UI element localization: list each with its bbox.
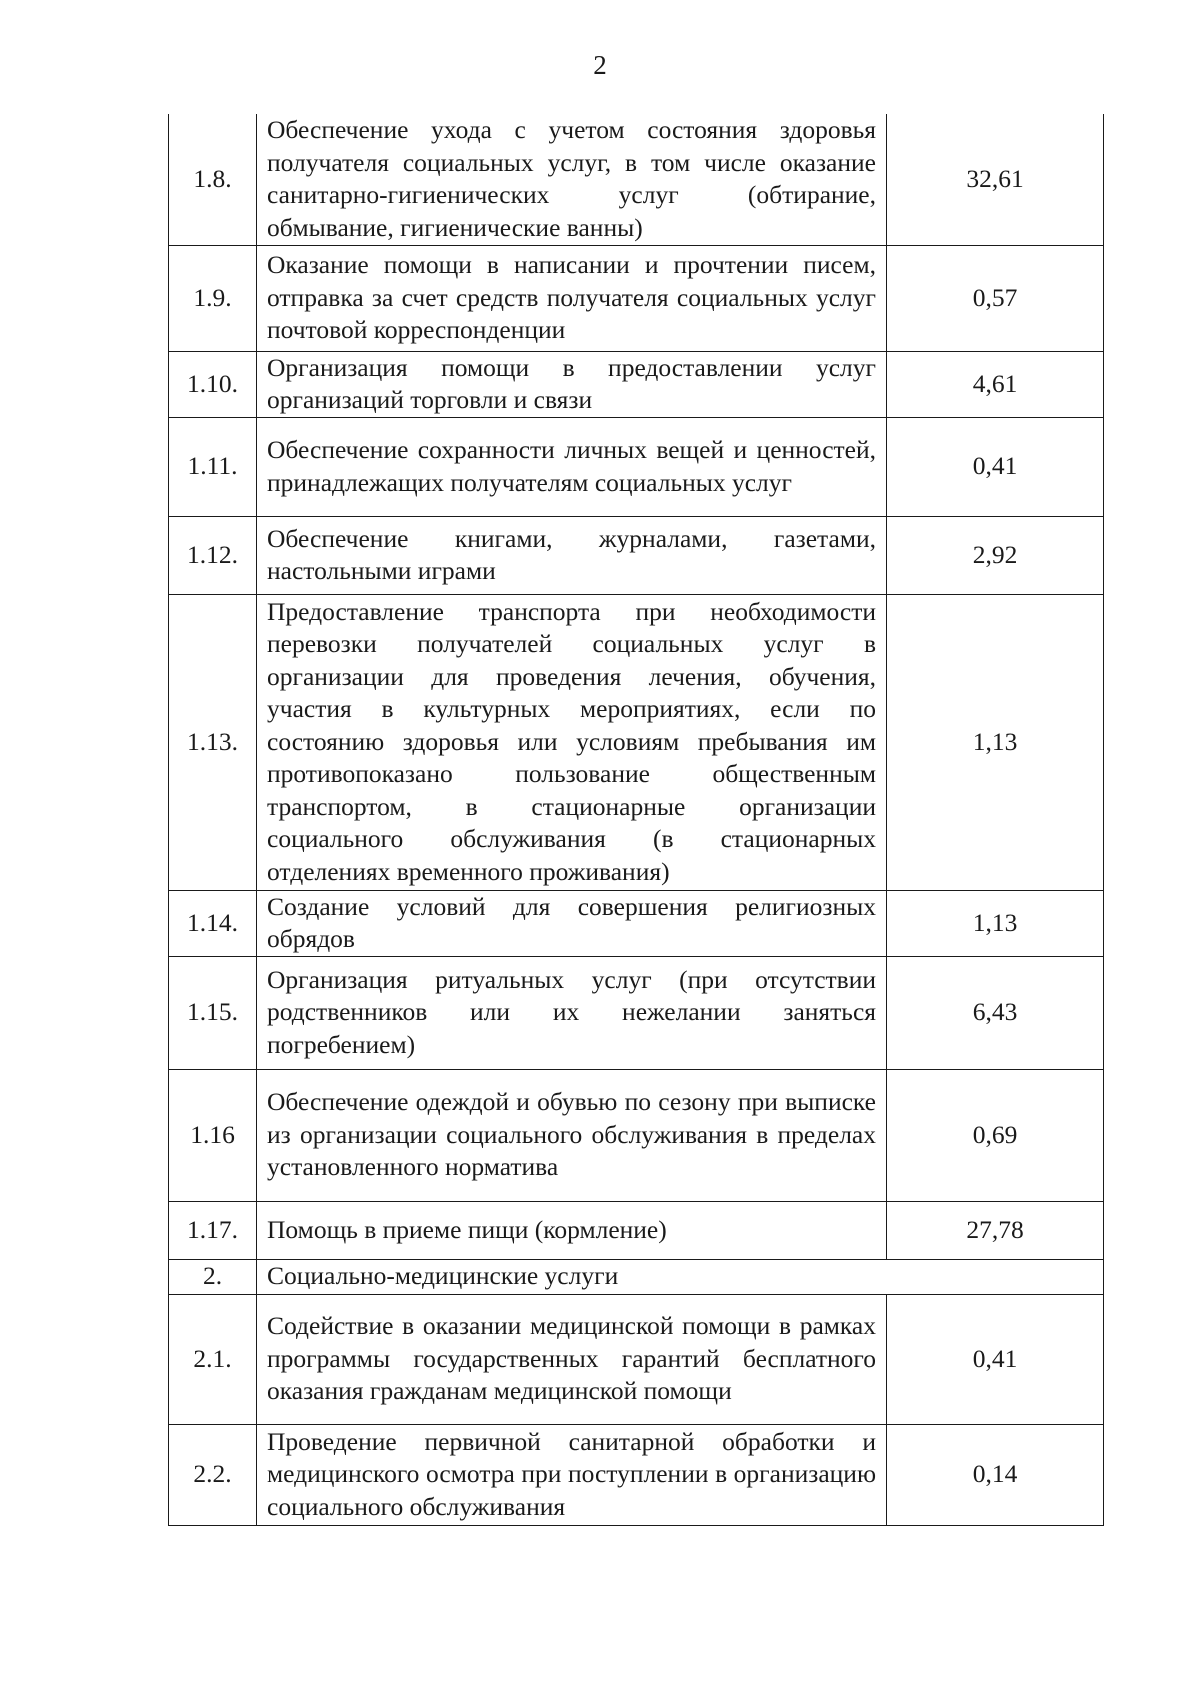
service-value: 27,78 [887,1201,1104,1259]
service-name: Оказание помощи в написании и прочтении писем, отправка за счет средств получателя социальных услуг почтовой корреспонденции [267,250,876,345]
table-row [169,890,1104,956]
service-value: 6,43 [887,956,1104,1069]
service-value: 1,13 [887,594,1104,890]
row-number: 1.12. [169,516,257,594]
row-number: 2.2. [169,1424,257,1525]
table-row [169,594,1104,890]
services-table [168,114,1104,1526]
service-value: 0,41 [887,417,1104,516]
service-name: Помощь в приеме пищи (кормление) [267,1214,667,1244]
row-number: 1.17. [169,1201,257,1259]
service-name: Организация помощи в предоставлении услуг организаций торговли и связи [267,352,876,414]
service-value: 0,14 [887,1424,1104,1525]
row-number: 1.9. [169,245,257,351]
row-number: 1.13. [169,594,257,890]
services-table-body [169,114,1104,1525]
service-name: Обеспечение одеждой и обувью по сезону при выписке из организации социального обслуживания в пределах установленного норматива [267,1087,876,1182]
table-row [169,1069,1104,1201]
section-title: Социально-медицинские услуги [257,1259,1104,1294]
section-number: 2. [169,1259,257,1294]
service-value: 0,69 [887,1069,1104,1201]
table-row [169,417,1104,516]
section-row [169,1259,1104,1294]
service-value: 32,61 [887,114,1104,245]
row-number: 1.14. [169,890,257,956]
service-name: Обеспечение книгами, журналами, газетами, настольными играми [267,523,876,585]
service-name: Создание условий для совершения религиозных обрядов [267,891,876,953]
row-number: 2.1. [169,1294,257,1424]
table-row [169,1201,1104,1259]
row-number: 1.11. [169,417,257,516]
row-number: 1.8. [169,114,257,245]
service-value: 0,57 [887,245,1104,351]
table-row [169,1294,1104,1424]
service-name: Обеспечение ухода с учетом состояния здоровья получателя социальных услуг, в том числе оказание санитарно-гигиенических услуг (обтирание, обмывание, гигиенические ванны) [267,115,876,242]
service-name: Организация ритуальных услуг (при отсутствии родственников или их нежелании заняться погребением) [267,964,876,1059]
table-row [169,351,1104,417]
table-row [169,245,1104,351]
service-value: 4,61 [887,351,1104,417]
row-number: 1.10. [169,351,257,417]
service-value: 0,41 [887,1294,1104,1424]
table-row [169,516,1104,594]
table-row [169,114,1104,245]
service-value: 2,92 [887,516,1104,594]
service-name: Проведение первичной санитарной обработки и медицинского осмотра при поступлении в организацию социального обслуживания [267,1426,876,1521]
table-row [169,956,1104,1069]
table-row [169,1424,1104,1525]
row-number: 1.15. [169,956,257,1069]
page-number: 2 [593,50,607,80]
service-name: Предоставление транспорта при необходимости перевозки получателей социальных услуг в организации для проведения лечения, обучения, участия в культурных мероприятиях, если по состоянию здоровья или условиям пребывания им противопоказано пользование общественным транспортом, в стационарные организации социального обслуживания (в стационарных отделениях временного проживания) [267,596,876,886]
service-name: Обеспечение сохранности личных вещей и ценностей, принадлежащих получателям социальных услуг [267,435,876,497]
service-value: 1,13 [887,890,1104,956]
row-number: 1.16 [169,1069,257,1201]
service-name: Содействие в оказании медицинской помощи в рамках программы государственных гарантий бесплатного оказания гражданам медицинской помощи [267,1311,876,1406]
